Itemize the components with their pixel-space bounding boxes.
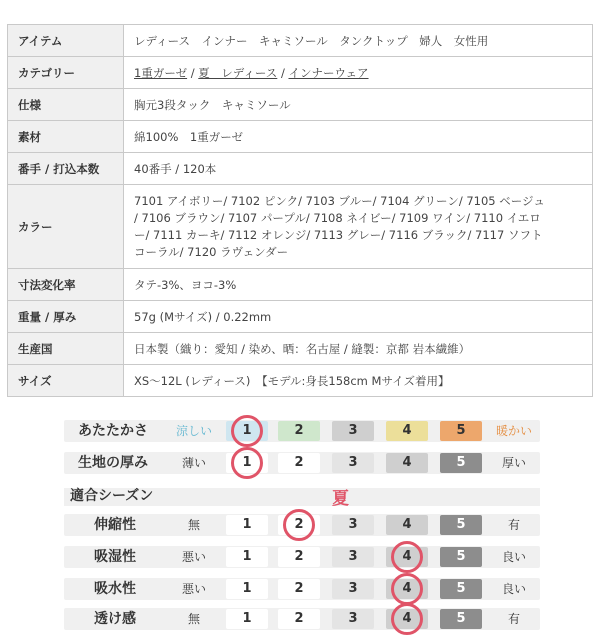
rating-left-word: 無 [187,612,200,626]
spec-value: 40番手 / 120本 [124,153,593,185]
rating-cell-2: 2 [278,579,320,599]
selection-circle [231,447,263,479]
rating-cell-2: 2 [278,515,320,535]
spec-row-spec [8,89,593,121]
spec-label: 生産国 [8,333,124,365]
selection-circle [391,541,423,573]
rating-left-word: 薄い [181,456,206,470]
spec-table [7,24,593,397]
rating-cell-4: 4 [386,421,428,441]
spec-value: 綿100% 1重ガーゼ [124,121,593,153]
rating-row-sheer [64,602,540,634]
rating-cell-4: 4 [386,579,428,599]
category-link-summer[interactable]: 夏 レディース [198,65,278,80]
spec-value: タテ-3%、ヨコ-3% [124,269,593,301]
selection-circle [231,415,263,447]
rating-cell-1: 1 [226,547,268,567]
spec-value-colors [124,185,593,269]
rating-right-word: 有 [507,518,520,532]
spec-row-origin [8,333,593,365]
spec-row-item [8,25,593,57]
rating-cell-1: 1 [226,515,268,535]
rating-cell-3: 3 [332,547,374,567]
spec-label: 番手 / 打込本数 [8,153,124,185]
rating-cell-1: 1 [226,453,268,473]
rating-cell-4: 4 [386,453,428,473]
rating-right-word: 良い [501,582,526,596]
rating-cell-1: 1 [226,421,268,441]
rating-label: 生地の厚み [78,455,148,471]
rating-row-absorb [64,572,540,604]
rating-label: 吸水性 [94,581,136,597]
selection-circle [391,573,423,605]
rating-cell-2: 2 [278,609,320,629]
spec-value-category [124,57,593,89]
spec-row-size [8,365,593,397]
spec-row-color [8,185,593,269]
rating-cell-3: 3 [332,453,374,473]
rating-row-moisture [64,540,540,572]
spec-label: 重量 / 厚み [8,301,124,333]
rating-cell-4: 4 [386,609,428,629]
rating-cell-3: 3 [332,515,374,535]
spec-row-yarn [8,153,593,185]
rating-label: あたたかさ [78,423,148,439]
rating-cell-3: 3 [332,579,374,599]
rating-cell-4: 4 [386,515,428,535]
season-value: 夏 [332,489,349,509]
rating-cell-5: 5 [440,515,482,535]
rating-label: 透け感 [94,611,136,627]
rating-row-stretch [64,508,540,540]
spec-row-material [8,121,593,153]
rating-right-word: 暖かい [495,424,532,438]
rating-cell-5: 5 [440,421,482,441]
category-separator: / [277,65,289,80]
spec-label: カラー [8,185,124,269]
spec-value: 57g (Mサイズ) / 0.22mm [124,301,593,333]
spec-label: 素材 [8,121,124,153]
selection-circle [391,603,423,635]
rating-cell-5: 5 [440,547,482,567]
rating-cell-5: 5 [440,453,482,473]
rating-left-word: 無 [187,518,200,532]
color-line: / 7106 ブラウン/ 7107 パープル/ 7108 ネイビー/ 7109 ワイン/ 7110 イエロ [134,210,541,225]
rating-row-thickness [64,446,540,478]
rating-cell-2: 2 [278,453,320,473]
rating-cell-2: 2 [278,421,320,441]
category-separator: / [187,65,199,80]
rating-left-word: 悪い [181,550,206,564]
spec-label: サイズ [8,365,124,397]
color-line: コーラル/ 7120 ラヴェンダー [134,244,289,259]
rating-cell-5: 5 [440,579,482,599]
rating-cell-1: 1 [226,609,268,629]
rating-cell-3: 3 [332,609,374,629]
spec-value: XS～12L (レディース) 【モデル:身長158cm Mサイズ着用】 [124,365,593,397]
color-line: ー/ 7111 カーキ/ 7112 オレンジ/ 7113 グレー/ 7116 ブラック/ 7117 ソフト [134,227,543,242]
rating-cell-2: 2 [278,547,320,567]
spec-row-weight [8,301,593,333]
rating-right-word: 有 [507,612,520,626]
rating-cell-1: 1 [226,579,268,599]
rating-left-word: 悪い [181,582,206,596]
rating-cell-4: 4 [386,547,428,567]
spec-value: 日本製（織り：愛知 / 染め、晒：名古屋 / 縫製：京都 岩本繊維） [124,333,593,365]
spec-label: 仕様 [8,89,124,121]
selection-circle [283,509,315,541]
rating-right-word: 厚い [501,456,526,470]
rating-left-word: 涼しい [175,424,212,438]
spec-label: カテゴリー [8,57,124,89]
spec-label: 寸法変化率 [8,269,124,301]
spec-value: 胸元3段タック キャミソール [124,89,593,121]
rating-right-word: 良い [501,550,526,564]
rating-label: 吸湿性 [94,549,136,565]
rating-label: 伸縮性 [94,517,136,533]
spec-value: レディース インナー キャミソール タンクトップ 婦人 女性用 [124,25,593,57]
color-line: 7101 アイボリー/ 7102 ピンク/ 7103 ブルー/ 7104 グリーン/ 7105 ベージュ [134,193,545,208]
category-link-innerwear[interactable]: インナーウェア [288,65,369,80]
spec-label: アイテム [8,25,124,57]
rating-row-warmth [64,414,540,446]
rating-label: 適合シーズン [70,488,154,504]
rating-cell-5: 5 [440,609,482,629]
spec-row-shrink [8,269,593,301]
spec-row-category [8,57,593,89]
category-link-gauze[interactable]: 1重ガーゼ [134,65,188,80]
rating-cell-3: 3 [332,421,374,441]
rating-panel [64,404,540,636]
